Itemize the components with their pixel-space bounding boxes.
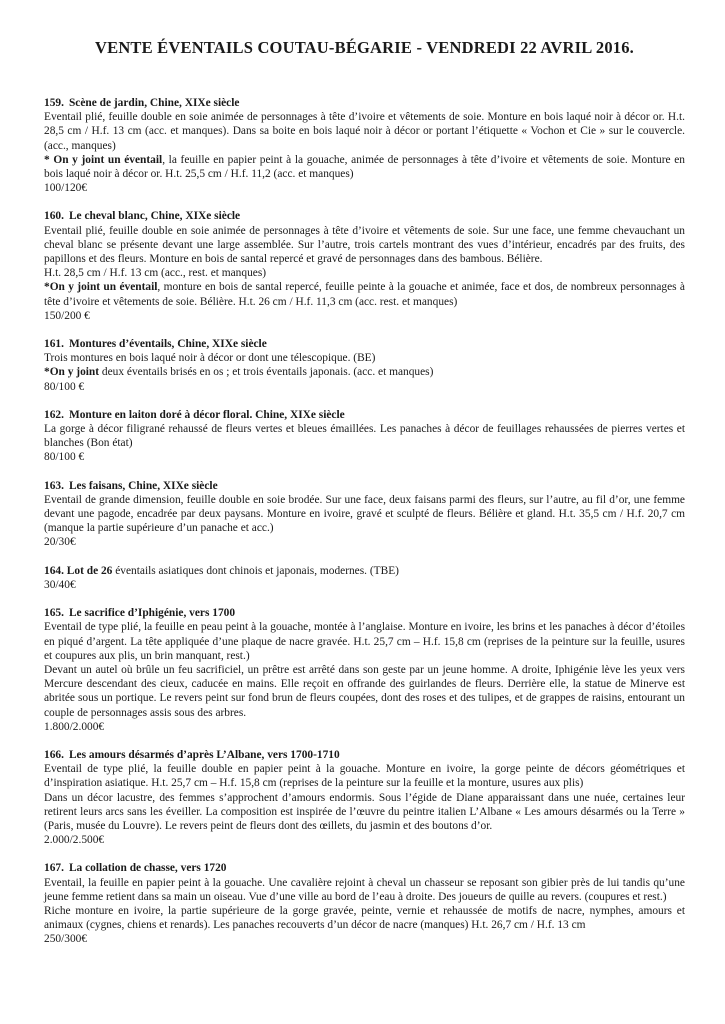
lot-title: Montures d’éventails, Chine, XIXe siècle <box>68 338 267 351</box>
lot-title: Le cheval blanc, Chine, XIXe siècle <box>68 210 241 223</box>
lot-estimate: 1.800/2.000€ <box>44 720 105 733</box>
lot-number: 163. <box>44 479 64 492</box>
lot-estimate: 150/200 € <box>44 309 90 322</box>
lot-heading <box>44 96 685 110</box>
lot-addition-text: , la feuille en papier peint à la gouache, animée de personnages à tête d’ivoire et vêtements de soie. Monture en bois laqué noir à décor or. H.t. 25,5 cm / H.f. 11,2 (acc. et manques) <box>44 153 685 181</box>
lot-addition-prefix: * On y joint un éventail <box>44 153 163 166</box>
lot-161 <box>44 337 685 394</box>
lot-addition-text: deux éventails brisés en os ; et trois éventails japonais. (acc. et manques) <box>99 366 434 379</box>
lot-title: Lot de 26 <box>66 564 113 577</box>
lot-title: La collation de chasse, vers 1720 <box>68 862 227 875</box>
lot-addition <box>44 365 685 379</box>
lot-number: 166. <box>44 748 64 761</box>
lot-description-scene: Dans un décor lacustre, des femmes s’approchent d’amours endormis. Sous l’égide de Diane apparaissant dans une nuée, certaines leur retirent leurs arcs sans les éveiller. La composition est inspirée de l’œuvre du peintre italien L’Albane « Les amours désarmés ou la Terre » (Paris, musée du Louvre). Le revers peint de fleurs dont des œillets, du jasmin et des boutons d’or. <box>44 791 685 832</box>
lot-heading <box>44 606 685 620</box>
lot-163 <box>44 479 685 550</box>
lot-title-rest: éventails asiatiques dont chinois et japonais, modernes. (TBE) <box>112 564 399 577</box>
lot-estimate: 30/40€ <box>44 578 76 591</box>
lot-list <box>44 96 685 947</box>
lot-number: 162. <box>44 408 64 421</box>
lot-number: 165. <box>44 607 64 620</box>
lot-number: 167. <box>44 862 64 875</box>
lot-number: 160. <box>44 210 64 223</box>
lot-description: Trois montures en bois laqué noir à décor or dont une télescopique. (BE) <box>44 352 376 365</box>
lot-addition-text: , monture en bois de santal repercé, feuille peinte à la gouache et animée, face et dos, de nombreux personnages à tête d’ivoire et vêtements de soie. Bélière. H.t. 26 cm / H.f. 11,3 cm (acc. rest. et manques) <box>44 281 685 308</box>
lot-estimate: 2.000/2.500€ <box>44 834 105 847</box>
lot-description: Eventail, la feuille en papier peint à la gouache. Une cavalière rejoint à cheval un chasseur se reposant son gibier près de lui tandis qu’une jeune femme retient dans sa main un oiseau. Vue d’une ville au bord de l’eau à droite. Des joueurs de quille au revers. (coupures et rest.) <box>44 876 685 903</box>
lot-162 <box>44 408 685 465</box>
lot-165 <box>44 606 685 734</box>
lot-description-scene: Riche monture en ivoire, la partie supérieure de la gorge gravée, peinte, vernie et rehaussée de motifs de nacre, nymphes, amours et animaux (cygnes, chiens et renards). Les panaches recouverts d’un décor de nacre (manques) H.t. 26,7 cm / H.f. 13 cm <box>44 904 685 932</box>
lot-estimate: 80/100 € <box>44 451 85 464</box>
lot-number: 159. <box>44 97 64 109</box>
lot-dimensions: H.t. 28,5 cm / H.f. 13 cm (acc., rest. et manques) <box>44 267 267 280</box>
lot-167 <box>44 861 685 946</box>
lot-addition-prefix: *On y joint <box>44 366 100 379</box>
lot-159 <box>44 96 685 195</box>
lot-title: Les amours désarmés d’après L’Albane, vers 1700-1710 <box>68 748 340 761</box>
lot-number: 164. <box>44 564 64 577</box>
page-title: VENTE ÉVENTAILS COUTAU-BÉGARIE - VENDREDI 22 AVRIL 2016. <box>95 38 634 57</box>
lot-title: Les faisans, Chine, XIXe siècle <box>68 479 218 492</box>
lot-addition <box>44 153 685 181</box>
lot-estimate: 100/120€ <box>44 182 88 195</box>
lot-title: Scène de jardin, Chine, XIXe siècle <box>68 97 240 109</box>
lot-addition <box>44 280 685 308</box>
lot-estimate: 20/30€ <box>44 536 76 549</box>
lot-heading <box>44 564 685 578</box>
lot-heading <box>44 861 685 875</box>
lot-heading <box>44 748 685 762</box>
lot-description: Eventail plié, feuille double en soie animée de personnages à tête d’ivoire et vêtements de soie. Monture en bois laqué noir à décor or. H.t. 28,5 cm / H.f. 13 cm (acc. et manques). Dans sa boite en bois laqué noir à décor or portant l’étiquette « Vochon et Cie » sur le couvercle. (acc., manques) <box>44 111 685 152</box>
lot-description: Eventail plié, feuille double en soie animée de personnages à tête d’ivoire et vêtements de soie. Sur une face, une femme chevauchant un cheval blanc se présente devant une large assemblée. Sur l’autre, trois cartels montrant des vues d’intérieur, encadrés par des fruits, des papillons et des fleurs. Monture en bois de santal repercé et gravé de personnages dans des bambous. Bélière. <box>44 224 685 266</box>
lot-addition-prefix: *On y joint un éventail <box>44 281 158 294</box>
lot-heading <box>44 209 685 223</box>
lot-title: Le sacrifice d’Iphigénie, vers 1700 <box>68 607 236 620</box>
lot-description: Eventail de grande dimension, feuille double en soie brodée. Sur une face, deux faisans parmi des fleurs, sur l’autre, au fil d’or, une femme devant une pagode, encadrée par deux paysans. Monture en ivoire, gravé et sculpté de fleurs. Bélière et gland. H.t. 35,5 cm / H.f. 20,7 cm (manque la partie supérieure d’un panache et acc.) <box>44 493 685 535</box>
lot-160 <box>44 209 685 323</box>
lot-description-scene: Devant un autel où brûle un feu sacrificiel, un prêtre est arrêté dans son geste par un jeune homme. A droite, Iphigénie lève les yeux vers Mercure descendant des cieux, caducée en mains. Elle reçoit en offrande des guirlandes de fleurs. Derrière elle, la statue de Minerve est abritée sous un portique. Le revers peint sur fond brun de fleurs coupées, dont des roses et des tulipes, et de grappes de raisins, entourant un couple de personnages assis sous des arbres. <box>44 663 685 719</box>
lot-estimate: 250/300€ <box>44 933 88 946</box>
lot-166 <box>44 748 685 847</box>
lot-number: 161. <box>44 338 64 351</box>
lot-heading <box>44 408 685 422</box>
lot-title: Monture en laiton doré à décor floral. Chine, XIXe siècle <box>68 408 345 421</box>
lot-estimate: 80/100 € <box>44 380 85 393</box>
lot-description: Eventail de type plié, la feuille en peau peint à la gouache, montée à l’anglaise. Monture en ivoire, les brins et les panaches à décor d’étoiles en piqué d’argent. La tête appliquée d’une plaque de nacre gravée. H.t. 25,7 cm – H.f. 15,8 cm (reprises de la peinture sur la feuille, usures et coupures aux plis, un brin manquant, rest.) <box>44 621 685 662</box>
lot-heading <box>44 479 685 493</box>
lot-description: Eventail de type plié, la feuille double en papier peint à la gouache. Monture en ivoire, la gorge peinte de décors géométriques et d’inspiration asiatique. H.t. 25,7 cm – H.f. 15,8 cm (reprises de la peinture sur la feuille et la monture, usures aux plis) <box>44 763 685 790</box>
lot-164 <box>44 564 685 592</box>
lot-description: La gorge à décor filigrané rehaussé de fleurs vertes et bleues émaillées. Les panaches à décor de feuillages rehaussées de pierres vertes et blanches (Bon état) <box>44 423 685 450</box>
lot-heading <box>44 337 685 351</box>
